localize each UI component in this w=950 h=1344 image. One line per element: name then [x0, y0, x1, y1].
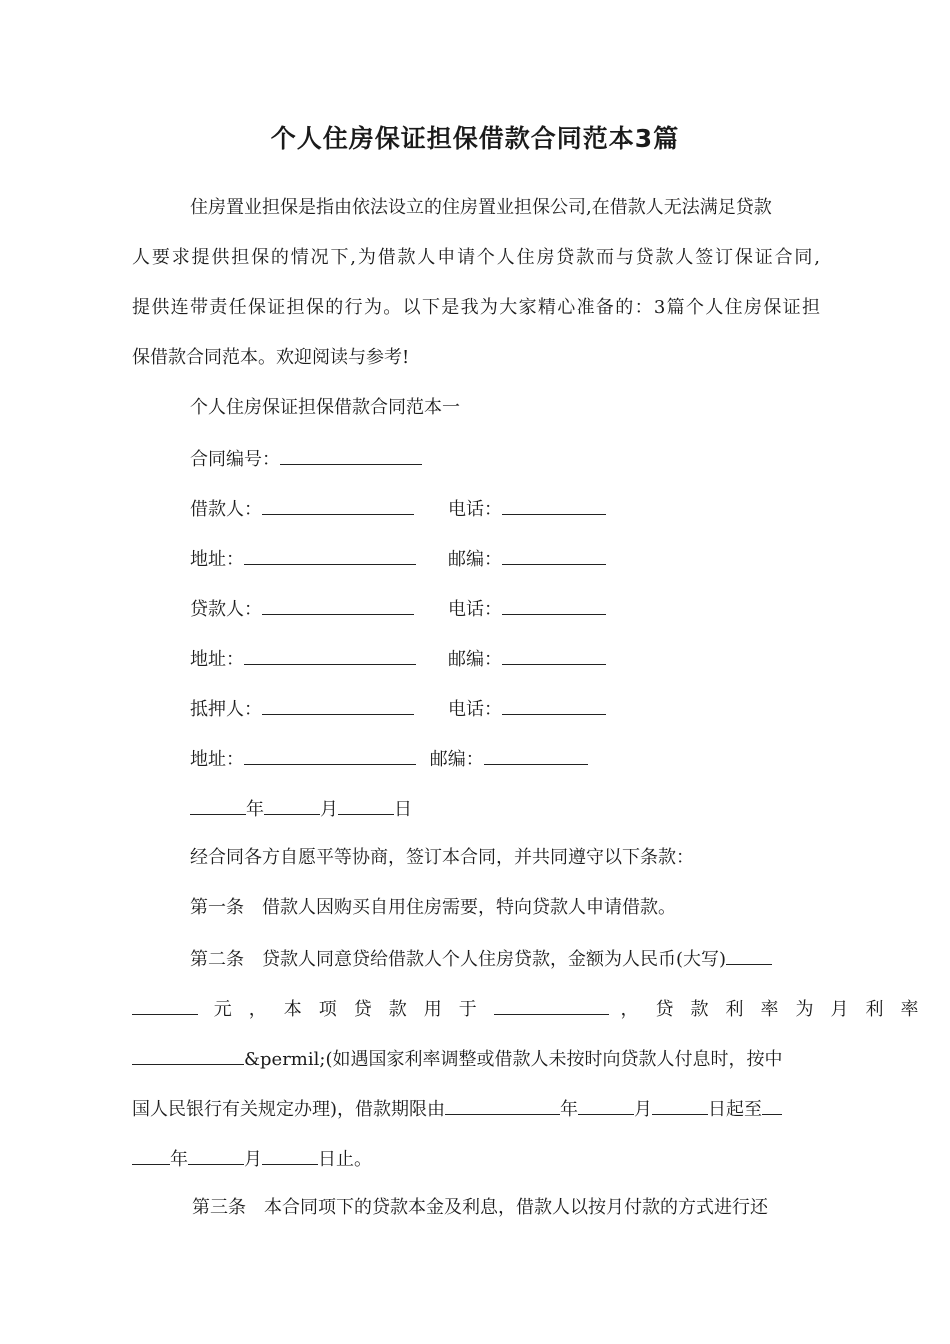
article-2-text-5c: 日止。: [318, 1149, 372, 1170]
postcode-blank: [502, 644, 606, 665]
month-blank: [264, 794, 320, 815]
article-2-text-4a: 国人民银行有关规定办理)，借款期限由: [132, 1099, 446, 1120]
article-2-line-5: [132, 1144, 372, 1174]
postcode-label: 邮编：: [448, 549, 502, 570]
address-blank: [244, 644, 416, 665]
day-label: 日: [394, 799, 412, 820]
address-blank: [244, 544, 416, 565]
end-year-blank-b: [132, 1144, 170, 1165]
article-1: 第一条 借款人因购买自用住房需要，特向贷款人申请借款。: [190, 897, 676, 918]
article-2-line-3: [132, 1044, 782, 1074]
contract-number-blank: [280, 444, 422, 465]
rate-blank: [132, 1044, 244, 1065]
intro-line-3: 提供连带责任保证担保的行为。以下是我为大家精心准备的：3篇个人住房保证担: [132, 297, 820, 318]
intro-line-1: 住房置业担保是指由依法设立的住房置业担保公司,在借款人无法满足贷款: [190, 197, 772, 218]
start-year-blank: [445, 1094, 560, 1115]
mortgagor-phone-row: [448, 694, 606, 724]
address-label: 地址：: [190, 649, 244, 670]
document-title: 个人住房保证担保借款合同范本3篇: [270, 124, 680, 153]
purpose-blank: [494, 994, 609, 1015]
postcode-label: 邮编：: [429, 749, 484, 770]
address-label: 地址：: [190, 549, 244, 570]
lender-postcode-row: [448, 644, 606, 674]
article-2-text-2b: ，贷款利率为月利率: [620, 999, 936, 1020]
article-2-text-4d: 日起至: [708, 1099, 763, 1120]
article-2-text-5b: 月: [244, 1149, 262, 1170]
article-3: 第三条 本合同项下的贷款本金及利息，借款人以按月付款的方式进行还: [192, 1197, 768, 1218]
article-2-line-2: [132, 994, 936, 1024]
agreement-text: 经合同各方自愿平等协商，签订本合同，并共同遵守以下条款：: [190, 847, 694, 868]
amount-blank-a: [726, 944, 772, 965]
phone-blank: [502, 694, 606, 715]
lender-phone-row: [448, 594, 606, 624]
phone-blank: [502, 494, 606, 515]
borrower-row: [190, 494, 414, 524]
phone-blank: [502, 594, 606, 615]
start-day-blank: [652, 1094, 708, 1115]
address-blank: [244, 744, 416, 765]
postcode-blank: [484, 744, 588, 765]
year-blank: [190, 794, 246, 815]
article-2-line-4: [132, 1094, 782, 1124]
mortgagor-label: 抵押人：: [190, 699, 262, 720]
amount-blank-b: [132, 994, 198, 1015]
mortgagor-blank: [262, 694, 414, 715]
year-label: 年: [246, 799, 264, 820]
article-2-text-2a: 元，本项贷款用于: [213, 999, 494, 1020]
article-2-line-1: [190, 944, 772, 974]
borrower-postcode-row: [448, 544, 606, 574]
borrower-address-row: [190, 544, 416, 574]
borrower-phone-row: [448, 494, 606, 524]
contract-number-row: [190, 444, 422, 474]
article-2-text-1: 第二条 贷款人同意贷给借款人个人住房贷款，金额为人民币(大写): [190, 949, 727, 970]
article-2-text-3: &permil;(如遇国家利率调整或借款人未按时向贷款人付息时，按中: [244, 1049, 783, 1070]
article-2-text-4b: 年: [560, 1099, 579, 1120]
postcode-label: 邮编：: [448, 649, 502, 670]
phone-label: 电话：: [448, 699, 502, 720]
day-blank: [338, 794, 394, 815]
article-2-text-5a: 年: [170, 1149, 188, 1170]
end-year-blank-a: [762, 1094, 782, 1115]
phone-label: 电话：: [448, 499, 502, 520]
lender-blank: [262, 594, 414, 615]
borrower-label: 借款人：: [190, 499, 262, 520]
mortgagor-row: [190, 694, 414, 724]
intro-line-4: 保借款合同范本。欢迎阅读与参考!: [132, 347, 410, 368]
lender-row: [190, 594, 414, 624]
start-month-blank: [578, 1094, 634, 1115]
end-month-blank: [188, 1144, 244, 1165]
lender-address-row: [190, 644, 416, 674]
intro-line-2: 人要求提供担保的情况下,为借款人申请个人住房贷款而与贷款人签订保证合同,: [132, 247, 820, 268]
borrower-blank: [262, 494, 414, 515]
end-day-blank: [262, 1144, 318, 1165]
contract-number-label: 合同编号：: [190, 449, 280, 470]
article-2-text-4c: 月: [634, 1099, 653, 1120]
address-label: 地址：: [190, 749, 244, 770]
date-row: [190, 794, 412, 824]
lender-label: 贷款人：: [190, 599, 262, 620]
postcode-blank: [502, 544, 606, 565]
section-heading: 个人住房保证担保借款合同范本一: [190, 397, 460, 418]
phone-label: 电话：: [448, 599, 502, 620]
mortgagor-address-row: [190, 744, 588, 774]
month-label: 月: [320, 799, 338, 820]
